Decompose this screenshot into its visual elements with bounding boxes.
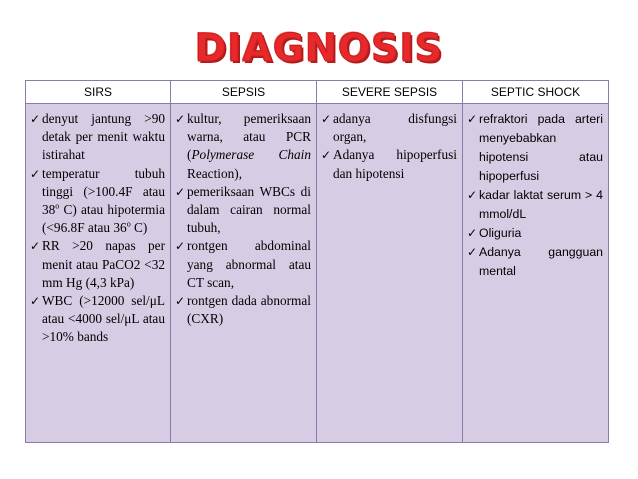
content-row (26, 104, 609, 443)
cell-sirs (26, 104, 171, 443)
cell-severe-sepsis (317, 104, 463, 443)
list-item: ✓ Adanya gangguan mental (467, 245, 603, 278)
checkmark-icon: ✓ (175, 239, 186, 254)
checkmark-icon: ✓ (30, 112, 41, 126)
list-item: ✓ denyut jantung >90 detak per menit waktu istirahat (30, 111, 165, 163)
list-item: ✓ WBC (>12000 sel/μL atau <4000 sel/μL atau >10% bands (30, 293, 165, 345)
list-item: ✓ Oliguria (467, 224, 603, 243)
checkmark-icon: ✓ (30, 166, 41, 181)
checkmark-icon: ✓ (467, 188, 478, 202)
header-sirs: SIRS (26, 81, 171, 104)
checkmark-icon: ✓ (467, 245, 478, 259)
list-item: ✓ Adanya hipoperfusi dan hipotensi (321, 147, 457, 181)
page-title: DIAGNOSIS (194, 26, 444, 70)
header-sepsis: SEPSIS (171, 81, 317, 104)
checkmark-icon: ✓ (321, 112, 332, 126)
list-item: ✓ rontgen abdominal yang abnormal atau CT scan, (175, 238, 311, 290)
header-septic-shock: SEPTIC SHOCK (463, 81, 609, 104)
list-item: ✓ RR >20 napas per menit atau PaCO2 <32 mm Hg (4,3 kPa) (30, 238, 165, 290)
cell-septic-shock (463, 104, 609, 443)
checkmark-icon: ✓ (30, 239, 41, 254)
list-item: ✓ adanya disfungsi organ, (321, 111, 457, 145)
checkmark-icon: ✓ (175, 112, 186, 126)
checkmark-icon: ✓ (30, 294, 41, 309)
checkmark-icon: ✓ (175, 184, 186, 199)
list-item: ✓ pemeriksaan WBCs di dalam cairan normal tubuh, (175, 183, 311, 236)
list-item: ✓ temperatur tubuh tinggi (>100.4F atau 38$^o$ C) atau hipotermia (<96.8F atau 36$^o$ C) (30, 165, 165, 236)
list-item: ✓ kadar laktat serum > 4 mmol/dL (467, 188, 603, 221)
checkmark-icon: ✓ (467, 226, 478, 240)
checkmark-icon: ✓ (467, 112, 478, 126)
cell-sepsis (171, 104, 317, 443)
list-item: ✓ rontgen dada abnormal (CXR) (175, 293, 311, 327)
checkmark-icon: ✓ (321, 148, 332, 163)
header-severe-sepsis: SEVERE SEPSIS (317, 81, 463, 104)
diagnosis-table (25, 80, 609, 443)
header-row (26, 81, 609, 104)
list-item: ✓ refraktori pada arteri menyebabkan hipotensi atau hipoperfusi (467, 112, 603, 183)
checkmark-icon: ✓ (175, 294, 186, 309)
list-item: ✓ kultur, pemeriksaan warna, atau PCR (Polymerase Chain Reaction), (175, 111, 311, 181)
